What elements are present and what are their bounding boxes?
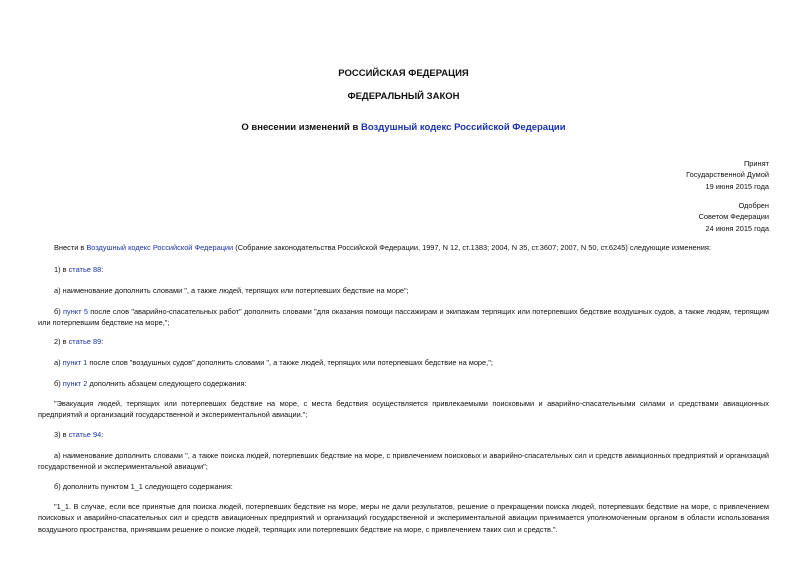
adopted-label: Принят <box>743 159 769 168</box>
law-title-prefix: О внесении изменений в <box>241 122 361 133</box>
point-5-link[interactable]: пункт 5 <box>63 307 88 316</box>
adopted-date: 19 июня 2015 года <box>705 181 769 191</box>
item-2a <box>54 357 769 368</box>
item-3-prefix: 3) в <box>54 430 69 439</box>
item-3a: а) наименование дополнить словами ", а также поиска людей, потерпевших бедствие на море, с привлечением поисковых и аварийно-спасательных сил и средств авиационных предприятий и организаций государственной и экспериментальной авиации"; <box>38 451 769 472</box>
item-2a-suffix: после слов "воздушных судов" дополнить словами ", а также людей, терпящих или потерпевших бедствие на море,"; <box>87 358 493 367</box>
article-89-link[interactable]: статье 89 <box>68 337 102 346</box>
article-94-link[interactable]: статье 94 <box>68 430 102 439</box>
item-3b: б) дополнить пунктом 1_1 следующего содержания: <box>54 482 233 491</box>
approved-date: 24 июня 2015 года <box>705 223 769 233</box>
item-1a: а) наименование дополнить словами ", а также людей, терпящих или потерпевших бедствие на море"; <box>54 286 409 295</box>
item-1b <box>38 306 769 329</box>
quote-search-termination: "1_1. В случае, если все принятые для поиска людей, потерпевших бедствие на море, меры не дали результатов, решение о прекращении поиска людей, потерпевших бедствие на море, с привлечением поисковых и аварийно-спасательных сил и средств авиационных предприятий и организаций государственной и экспериментальной авиации принимается уполномоченным органом в области использования воздушного пространства, принявшим решение о поиске людей, терпящих или потерпевших бедствие на море, с привлечением таких сил и средств.". <box>38 502 769 534</box>
point-2-link[interactable]: пункт 2 <box>62 379 88 388</box>
item-2 <box>54 336 769 347</box>
item-3 <box>54 429 769 440</box>
item-1 <box>54 264 769 275</box>
item-2-prefix: 2) в <box>54 337 69 346</box>
point-1-link[interactable]: пункт 1 <box>62 358 88 367</box>
item-2-suffix: : <box>101 337 104 346</box>
item-2b-suffix: дополнить абзацем следующего содержания: <box>87 379 247 388</box>
intro-paragraph <box>54 242 769 253</box>
approved-label: Одобрен <box>738 201 769 210</box>
adopted-block <box>686 158 769 192</box>
federation-heading: РОССИЙСКАЯ ФЕДЕРАЦИЯ <box>338 68 469 79</box>
item-1b-prefix: б) <box>54 307 64 316</box>
item-1-suffix: : <box>101 265 104 274</box>
air-code-title-link[interactable]: Воздушный кодекс Российской Федерации <box>360 122 566 133</box>
item-2b-prefix: б) <box>54 379 63 388</box>
intro-suffix: (Собрание законодательства Российской Федерации, 1997, N 12, ст.1383; 2004, N 35, ст.3607; 2007, N 50, ст.6245) следующие изменения: <box>233 243 711 252</box>
quote-evacuation: "Эвакуация людей, терпящих или потерпевших бедствие на море, с места бедствия осуществляется привлекаемыми поисковыми и аварийно-спасательными силами и средствами авиационных предприятий и организаций государственной и экспериментальной авиации."; <box>38 399 769 420</box>
item-1-prefix: 1) в <box>54 265 69 274</box>
approved-block <box>699 200 769 234</box>
item-2a-prefix: а) <box>54 358 63 367</box>
law-title <box>0 122 807 133</box>
intro-prefix: Внести в <box>54 243 87 252</box>
item-2b <box>54 378 769 389</box>
item-3-suffix: : <box>101 430 104 439</box>
adopted-body: Государственной Думой <box>686 170 769 180</box>
approved-body: Советом Федерации <box>698 212 769 222</box>
law-type-heading: ФЕДЕРАЛЬНЫЙ ЗАКОН <box>347 91 460 102</box>
air-code-link[interactable]: Воздушный кодекс Российской Федерации <box>86 243 234 252</box>
item-1b-suffix: после слов "аварийно-спасательных работ" дополнить словами "для оказания помощи пассажирам и экипажам терпящих или потерпевших бедствие воздушных судов, а также людям, терпящим или потерпевшим бедствие на море,"; <box>38 307 770 328</box>
article-88-link[interactable]: статье 88 <box>68 265 102 274</box>
